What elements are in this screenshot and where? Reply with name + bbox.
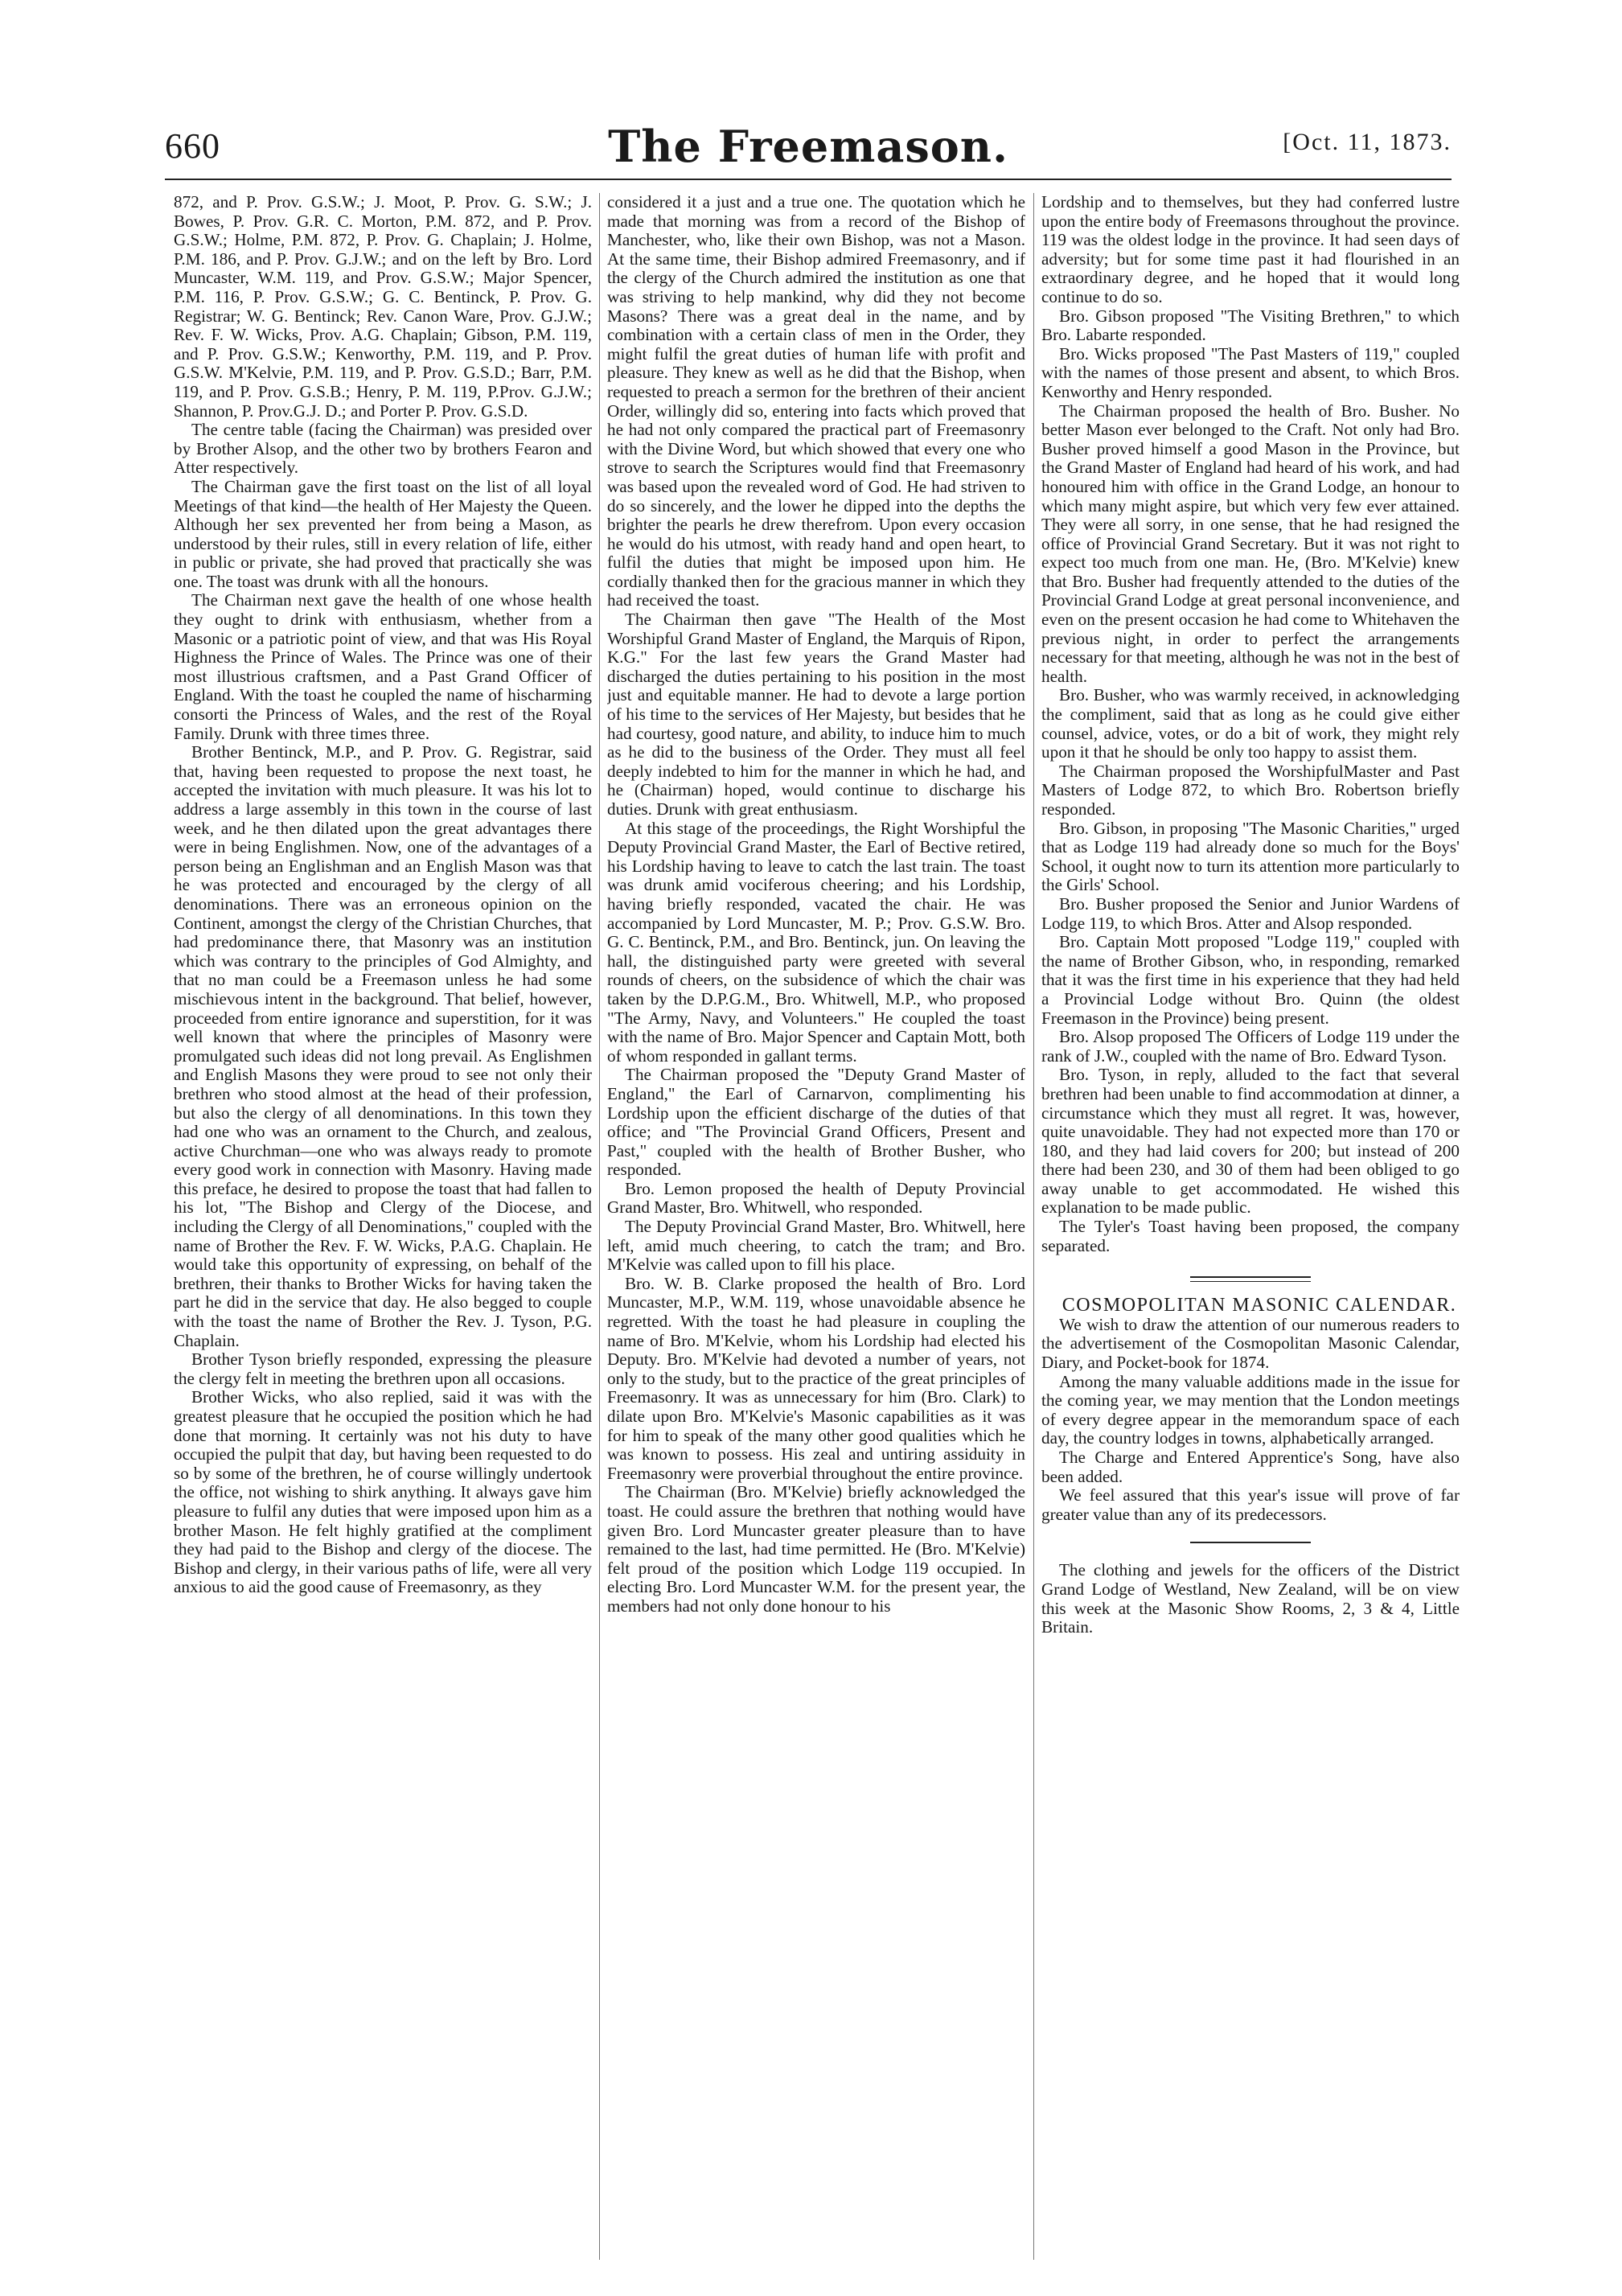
article-paragraph: Bro. Lemon proposed the health of Deputy Provincial Grand Master, Bro. Whitwell, who responded. [607, 1178, 1025, 1218]
article-paragraph: The Chairman then gave "The Health of the Most Worshipful Grand Master of England, the Marquis of Ripon, K.G." For the last few years the Grand Master had discharged the duties pertaining to his position in the most just and equitable manner. He had to devote a large portion of his time to the services of Her Majesty, but besides that he had courtesy, good nature, and ability, to induce him to much as he did to the business of the Order. They must all feel deeply indebted to him for the manner in which he had, and he (Chairman) hoped, would continue to discharge his duties. Drunk with great enthusiasm. [607, 610, 1025, 819]
article-paragraph: The Chairman proposed the WorshipfulMaster and Past Masters of Lodge 872, to which Bro. Robertson briefly responded. [1041, 761, 1460, 819]
article-paragraph: The centre table (facing the Chairman) was presided over by Brother Alsop, and the other two by brothers Fearon and Atter respectively. [174, 420, 592, 478]
calendar-paragraph: Among the many valuable additions made in the issue for the coming year, we may mention that the London meetings of every degree appear in the memorandum space of each day, the country lodges in towns, alphabetically arranged. [1041, 1371, 1460, 1448]
column-divider [599, 193, 600, 2260]
calendar-paragraph: We wish to draw the attention of our numerous readers to the advertisement of the Cosmopolitan Masonic Calendar, Diary, and Pocket-book for 1874. [1041, 1314, 1460, 1373]
article-paragraph: At this stage of the proceedings, the Right Worshipful the Deputy Provincial Grand Master, the Earl of Bective retired, his Lordship having to leave to catch the last train. The toast was drunk amid vociferous cheering; and his Lordship, having briefly responded, vacated the chair. He was accompanied by Lord Muncaster, M. P.; Prov. G.S.W. Bro. G. C. Bentinck, P.M., and Bro. Bentinck, jun. On leaving the hall, the distinguished party were greeted with several rounds of cheers, on the subsidence of which the chair was taken by the D.P.G.M., Bro. Whitwell, M.P., who proposed "The Army, Navy, and Volunteers." He coupled the toast with the name of Bro. Major Spencer and Captain Mott, both of whom responded in gallant terms. [607, 818, 1025, 1066]
article-paragraph: considered it a just and a true one. The quotation which he made that morning was from a record of the Bishop of Manchester, who, like their own Bishop, was not a Mason. At the same time, their Bishop admired Freemasonry, and if the clergy of the Church admired the institution as one that was striving to help mankind, why did they not become Masons? There was a great deal in the name, and by combination with a certain class of men in the Order, they might fulfil the great duties of human life with profit and pleasure. They knew as well as he did that the Bishop, when requested to preach a sermon for the brethren of their ancient Order, willingly did so, entering into facts which proved that he had not only compared the practical part of Freemasonry with the Divine Word, but which showed that every one who strove to search the Scriptures would find that Freemasonry was based upon the revealed word of God. He had striven to do so sincerely, and the lower he dipped into the depths the brighter the pearls he drew therefrom. Upon every occasion he would do his utmost, with ready hand and open heart, to fulfil the duties that might be imposed upon him. He cordially thanked then for the gracious manner in which they had received the toast. [607, 193, 1025, 610]
article-paragraph: The Chairman (Bro. M'Kelvie) briefly acknowledged the toast. He could assure the brethren that nothing would have given Bro. Lord Muncaster greater pleasure than to have remained to the last, had time permitted. He (Bro. M'Kelvie) felt proud of the position which Lodge 119 occupied. In electing Bro. Lord Muncaster W.M. for the present year, the members had not only done honour to his [607, 1482, 1025, 1616]
article-paragraph: Bro. Tyson, in reply, alluded to the fact that several brethren had been unable to find accommodation at dinner, a circumstance which they must all regret. It was, however, quite unavoidable. They had not expected more than 170 or 180, and they had laid covers for 200; but instead of 200 there had been 230, and 30 of them had been obliged to go away unable to get accommodated. He wished this explanation to be made public. [1041, 1065, 1460, 1218]
page-number: 660 [165, 126, 220, 166]
article-paragraph: Bro. Wicks proposed "The Past Masters of 119," coupled with the names of those present and absent, to which Bros. Kenworthy and Henry responded. [1041, 343, 1460, 401]
issue-date: [Oct. 11, 1873. [1283, 129, 1452, 155]
section-divider [1190, 1276, 1311, 1282]
article-paragraph: Brother Bentinck, M.P., and P. Prov. G. Registrar, said that, having been requested to propose the next toast, he accepted the invitation with much pleasure. It was his lot to address a large assembly in this town in the course of last week, and he then dilated upon the great advantages there were in being Englishmen. Now, one of the advantages of a person being an Englishman and an English Mason was that he was protected and encouraged by the clergy of all denominations. There was an erroneous opinion on the Continent, amongst the clergy of the Christian Churches, that had predominance there, that Masonry was an institution which was contrary to the principles of God Almighty, and that no man could be a Freemason unless he had some mischievous intent in the background. That belief, however, proceeded from entire ignorance and superstition, for it was well known that where the principles of Masonry were promulgated such ideas did not long prevail. As Englishmen and English Masons they were proud to see not only their brethren who stood almost at the head of their profession, but also the clergy of all denominations. In this town they had one who was an ornament to the Church, and zealous, active Churchman—one who was always ready to promote every good work in connection with Masonry. Having made this preface, he desired to propose the toast that had fallen to his lot, "The Bishop and Clergy of the Diocese, and including the Clergy of all Denominations," coupled with the name of Brother the Rev. F. W. Wicks, P.A.G. Chaplain. He would take this opportunity of expressing, on behalf of the brethren, their thanks to Brother Wicks for having taken the part he did in the service that day. He also begged to couple with the toast the name of Brother the Rev. J. Tyson, P.G. Chaplain. [174, 742, 592, 1350]
article-paragraph: Bro. Busher, who was warmly received, in acknowledging the compliment, said that as long as he could give either counsel, advice, votes, or do a bit of work, they might rely upon it that he should be only too happy to assist them. [1041, 685, 1460, 762]
notice-paragraph: The clothing and jewels for the officers of the District Grand Lodge of Westland, New Zealand, will be on view this week at the Masonic Show Rooms, 2, 3 & 4, Little Britain. [1041, 1560, 1460, 1637]
article-paragraph: Bro. W. B. Clarke proposed the health of Bro. Lord Muncaster, M.P., W.M. 119, whose unavoidable absence he regretted. With the toast he had pleasure in coupling the name of Bro. M'Kelvie, whom his Lordship had elected his Deputy. Bro. M'Kelvie had devoted a number of years, not only to the study, but to the practice of the great principles of Freemasonry. It was as unnecessary for him (Bro. Clark) to dilate upon Bro. M'Kelvie's Masonic capabilities as it was for him to speak of the many other good qualities which he was known to possess. His zeal and untiring assiduity in Freemasonry were proverbial throughout the entire province. [607, 1273, 1025, 1483]
calendar-paragraph: The Charge and Entered Apprentice's Song, have also been added. [1041, 1448, 1460, 1486]
article-paragraph: Lordship and to themselves, but they had conferred lustre upon the entire body of Freemasons throughout the province. 119 was the oldest lodge in the province. It had seen days of adversity; but for some time past it had flourished in an extraordinary degree, and he hoped that it would long continue to do so. [1041, 193, 1460, 306]
masthead [165, 121, 1452, 177]
article-paragraph: The Chairman gave the first toast on the list of all loyal Meetings of that kind—the health of Her Majesty the Queen. Although her sex prevented her from being a Mason, as understood by their rules, still in every relation of life, either in public or private, she had proved that practically she was one. The toast was drunk with all the honours. [174, 476, 592, 591]
header-rule [165, 179, 1452, 180]
column-divider [1033, 193, 1034, 2260]
column-1 [174, 193, 592, 2252]
article-paragraph: Bro. Busher proposed the Senior and Junior Wardens of Lodge 119, to which Bros. Atter and Alsop responded. [1041, 893, 1460, 933]
column-3 [1041, 193, 1460, 2252]
newspaper-title: The Freemason. [608, 121, 1008, 172]
article-paragraph: Brother Wicks, who also replied, said it was with the greatest pleasure that he occupied the position which he had done that morning. It certainly was not his duty to have occupied the pulpit that day, but having been requested to do so by some of the brethren, he of course willingly undertook the office, not wishing to shirk anything. It always gave him pleasure to fulfil any duties that were imposed upon him as a brother Mason. He felt highly gratified at the compliment they had paid to the Bishop and clergy of the diocese. The Bishop and clergy, in their various paths of life, were all very anxious to aid the good cause of Freemasonry, as they [174, 1387, 592, 1597]
article-paragraph: Bro. Alsop proposed The Officers of Lodge 119 under the rank of J.W., coupled with the name of Bro. Edward Tyson. [1041, 1027, 1460, 1066]
article-paragraph: Bro. Captain Mott proposed "Lodge 119," coupled with the name of Brother Gibson, who, in responding, remarked that it was the first time in his experience that they had held a Provincial Lodge without Bro. Quinn (the oldest Freemason in the Province) being present. [1041, 932, 1460, 1028]
section-divider [1190, 1542, 1311, 1543]
article-paragraph: Brother Tyson briefly responded, expressing the pleasure the clergy felt in meeting the brethren upon all occasions. [174, 1349, 592, 1388]
article-paragraph: 872, and P. Prov. G.S.W.; J. Moot, P. Prov. G. S.W.; J. Bowes, P. Prov. G.R. C. Morton, P.M. 872, and P. Prov. G.S.W.; Holme, P.M. 872, P. Prov. G. Chaplain; J. Holme, P.M. 186, and P. Prov. G.J.W.; and on the left by Bro. Lord Muncaster, W.M. 119, and Prov. G.S.W.; Major Spencer, P.M. 116, P. Prov. G.S.W.; G. C. Bentinck, P. Prov. G. Registrar; W. G. Bentinck; Rev. Canon Ware, Prov. G.J.W.; Rev. F. W. Wicks, Prov. A.G. Chaplain; Gibson, P.M. 119, and P. Prov. G.S.W.; Kenworthy, P.M. 119, and P. Prov. G.S.W. M'Kelvie, P.M. 119, and P. Prov. G.S.D.; Barr, P.M. 119, and P. Prov. G.S.B.; Henry, P. M. 119, P.Prov. G.J.W.; Shannon, P. Prov.G.J. D.; and Porter P. Prov. G.S.D. [174, 193, 592, 421]
article-paragraph: Bro. Gibson, in proposing "The Masonic Charities," urged that as Lodge 119 had already done so much for the Boys' School, it ought now to turn its attention more particularly to the Girls' School. [1041, 818, 1460, 895]
article-paragraph: The Chairman next gave the health of one whose health they ought to drink with enthusiasm, whether from a Masonic or a patriotic point of view, and that was His Royal Highness the Prince of Wales. The Prince was one of their most illustrious craftsmen, and a Past Grand Officer of England. With the toast he coupled the name of hischarming consorti the Princess of Wales, and the rest of the Royal Family. Drunk with three times three. [174, 590, 592, 743]
calendar-heading: COSMOPOLITAN MASONIC CALENDAR. [1061, 1295, 1457, 1316]
calendar-paragraph: We feel assured that this year's issue will prove of far greater value than any of its predecessors. [1041, 1485, 1460, 1524]
article-paragraph: Bro. Gibson proposed "The Visiting Brethren," to which Bro. Labarte responded. [1041, 306, 1460, 345]
article-paragraph: The Tyler's Toast having been proposed, the company separated. [1041, 1217, 1460, 1255]
article-paragraph: The Chairman proposed the health of Bro. Busher. No better Mason ever belonged to the Craft. Not only had Bro. Busher proved himself a good Mason in the Province, but the Grand Master of England had heard of his work, and had honoured him with office in the Grand Lodge, an honour to which many might aspire, but which very few ever attained. They were all sorry, in one sense, that he had resigned the office of Provincial Grand Secretary. But it was not right to expect too much from one man. He, (Bro. M'Kelvie) knew that Bro. Busher had frequently attended to the duties of the Provincial Grand Lodge at great personal inconvenience, and even on the present occasion he had come to Whitehaven the previous night, in order to perfect the arrangements necessary for that meeting, although he was not in the best of health. [1041, 400, 1460, 686]
article-paragraph: The Chairman proposed the "Deputy Grand Master of England," the Earl of Carnarvon, complimenting his Lordship upon the efficient discharge of the duties of that office; and "The Provincial Grand Officers, Present and Past," coupled with the health of Brother Busher, who responded. [607, 1065, 1025, 1180]
column-2 [607, 193, 1025, 2252]
article-paragraph: The Deputy Provincial Grand Master, Bro. Whitwell, here left, amid much cheering, to catch the tram; and Bro. M'Kelvie was called upon to fill his place. [607, 1217, 1025, 1275]
